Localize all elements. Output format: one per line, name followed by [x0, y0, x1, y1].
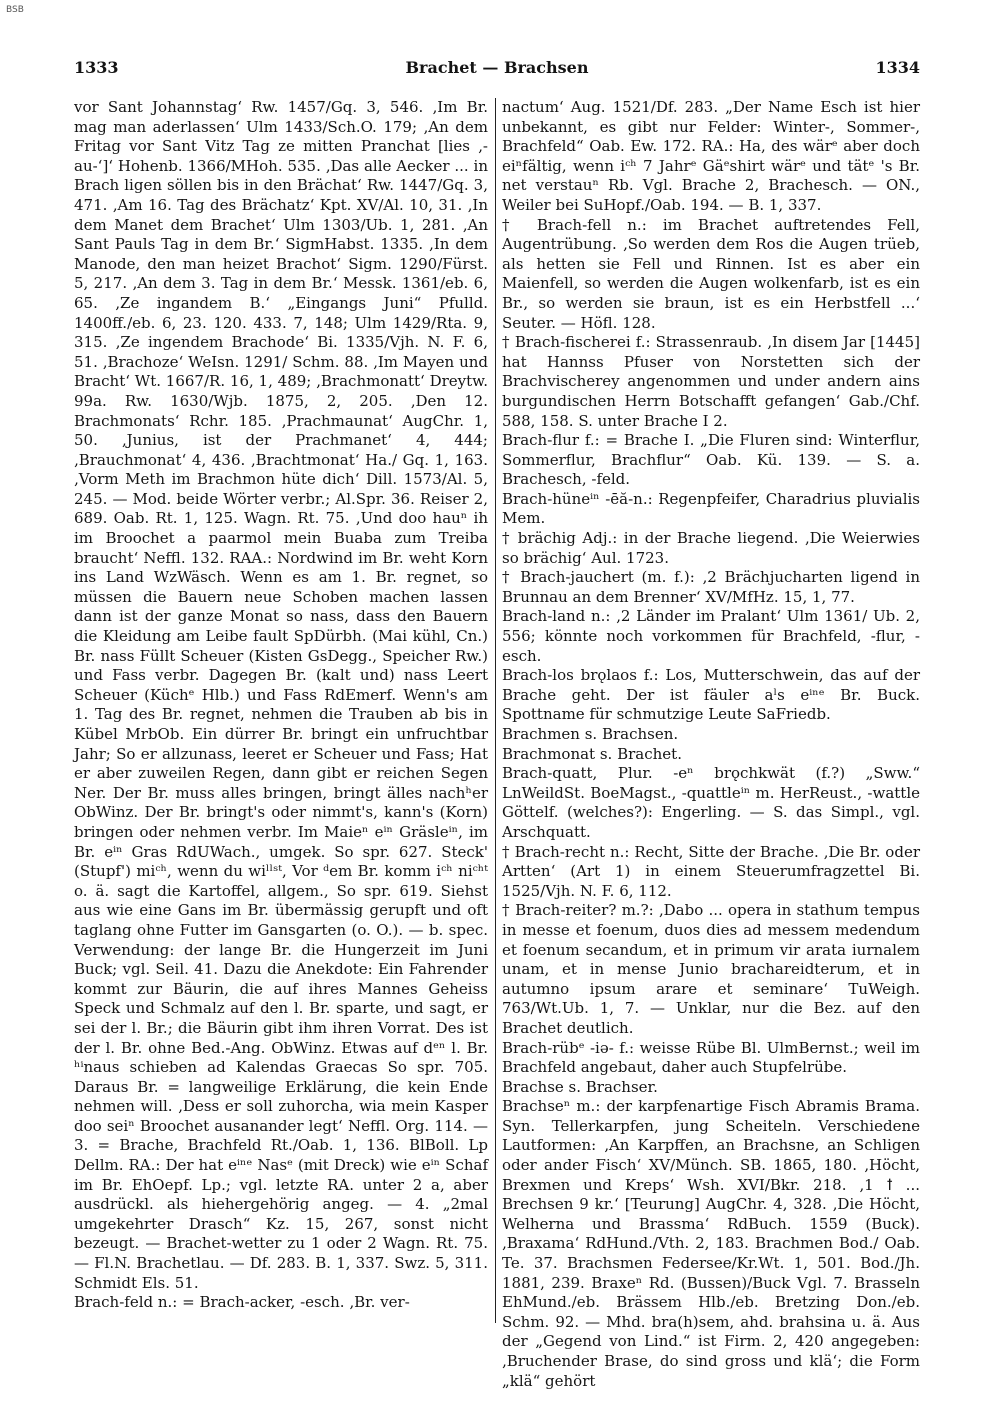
- entry-braechig: † brächig Adj.: in der Brache liegend. ‚Die Weierwies so brächig‘ Aul. 1723.: [502, 529, 920, 567]
- entry-brach-ruebe: Brach-rübᵉ -iə- f.: weisse Rübe Bl. UlmBernst.; weil im Brachfeld angebaut, daher auch Stupfelrübe.: [502, 1038, 920, 1077]
- entry-brach-jauchert: † Brach-jauchert (m. f.): ‚2 Brächjucharten ligend in Brunnau an dem Brenner‘ XV/MfHz. 15, 1, 77.: [502, 568, 920, 606]
- entry-brachmonat-ref: Brachmonat s. Brachet.: [502, 744, 682, 763]
- entry-brach-reiter: † Brach-reiter? m.?: ‚Dabo ... opera in stathum tempus in messe et foenum, duos dies ad messem medendum et foenum secandum, et in primum vir arata iurnalem unam, et in mense Junio brachareidterum, et in autumno ipsum arare et seminare‘ TuWeigh. 763/Wt.Ub. 1, 7. — Unklar, nur die Bez. auf den Brachet deutlich.: [502, 901, 920, 1037]
- entry-brachse-ref: Brachse s. Brachser.: [502, 1077, 658, 1096]
- left-page-number: 1333: [74, 58, 119, 77]
- page-title: Brachet — Brachsen: [405, 58, 589, 77]
- entry-brach-quatt: Brach-quatt, Plur. -eⁿ brǫchkwät (f.?) „Sww.“ LnWeildSt. BoeMagst., -quattleⁱⁿ m. HerReust., -wattle Göttelf. (welches?): Engerling. — S. das Simpl., vgl. Arschquatt.: [502, 764, 920, 841]
- entry-brach-feld-continued: nactum‘ Aug. 1521/Df. 283. „Der Name Esch ist hier unbekannt, es gibt nur Felder: Winter-, Sommer-, Brachfeld“ Oab. Ew. 172. RA.: Ha, des wärᵉ aber doch eiⁿfältig, wenn iᶜʰ 7 Jahrᵉ Gäᵉshirt wärᵉ und tätᵉ 's Br. net verstauⁿ Rb. Vgl. Brache 2, Brachesch. — ON., Weiler bei SuHopf./Oab. 194. — B. 1, 337.: [502, 98, 920, 214]
- entry-brach-fell: † Brach-fell n.: im Brachet auftretendes Fell, Augentrübung. ‚So werden dem Ros die Augen trüeb, als hetten sie Fell und Rinnen. Ist es aber ein Maienfell, so werden die Augen wolkenfarb, ist es ein Br., so werden sie braun, ist es ein Herbstfell ...‘ Seuter. — Höfl. 128.: [502, 215, 920, 332]
- entry-brach-flur: Brach-flur f.: = Brache I. „Die Fluren sind: Winterflur, Sommerflur, Brachflur“ Oab. Kü. 139. — S. a. Brachesch, -feld.: [502, 431, 920, 489]
- entry-brach-feld: Brach-feld n.: = Brach-acker, -esch. ‚Br. ver-: [74, 1293, 410, 1312]
- right-column: [502, 98, 920, 1391]
- entry-brachmen-ref: Brachmen s. Brachsen.: [502, 725, 679, 743]
- right-page-number: 1334: [875, 58, 920, 77]
- left-column: [74, 98, 488, 1313]
- library-stamp: BSB: [6, 5, 24, 15]
- entry-brach-fischerei: † Brach-fischerei f.: Strassenraub. ‚In disem Jar [1445] hat Hannss Pfuser von Norstetten sich der Brachvischerey angenommen und under andern ains burgundischen Herrn Botschafft gefangen‘ Gab./Chf. 588, 158. S. unter Brache I 2.: [502, 333, 920, 430]
- entry-brachsen: Brachseⁿ m.: der karpfenartige Fisch Abramis Brama. Syn. Tellerkarpfen, jung Scheiteln. Verschiedene Lautformen: ‚An Karpffen, an Brachsne, an Schligen oder ander Fisch‘ XV/Münch. SB. 1865, 180. ‚Höcht, Brexmen und Kreps‘ Wsh. XVI/Bkr. 218. ‚1 ꝉ ... Brechsen 9 kr.‘ [Teurung] AugChr. 4, 328. ‚Die Höcht, Welherna und Brassma‘ RdBuch. 1559 (Buck). ‚Braxama‘ RdHund./Vth. 2, 183. Brachmen Bod./ Oab. Te. 37. Brachsmen Federsee/Kr.Wt. 1, 501. Bod./Jh. 1881, 239. Braxeⁿ Rd. (Bussen)/Buck Vgl. 7. Brasseln EhMund./eb. Brässem Hlb./eb. Bretzing Don./eb. Schm. 92. — Mhd. bra(h)sem, ahd. brahsina u. ä. Aus der „Gegend von Lind.“ ist Firm. 2, 420 angegeben: ‚Bruchender Brase, do sind gross und klä‘; die Form „klä“ gehört: [502, 1097, 920, 1390]
- entry-brach-land: Brach-land n.: ‚2 Länder im Pralant‘ Ulm 1361/ Ub. 2, 556; könnte noch vorkommen für Brachfeld, -flur, -esch.: [502, 607, 920, 665]
- entry-brach-recht: † Brach-recht n.: Recht, Sitte der Brache. ‚Die Br. oder Artten‘ (Art 1) in einem Steuerumfragzettel Bi. 1525/Vjh. N. F. 6, 112.: [502, 842, 920, 900]
- entry-brachet-continued: vor Sant Johannstag‘ Rw. 1457/Gq. 3, 546. ‚Im Br. mag man aderlassen‘ Ulm 1433/Sch.O. 179; ‚An dem Fritag vor Sant Vitz Tag ze mitten Pranchat [lies ‚-au-‘]‘ Hohenb. 1366/MHoh. 535. ‚Das alle Aecker ... in Brach ligen söllen bis in den Brächat‘ Rw. 1447/Gq. 3, 471. ‚Am 16. Tag des Brächatz‘ Kpt. XV/Al. 10, 31. ‚In dem Manet dem Brachet‘ Ulm 1303/Ub. 1, 281. ‚An Sant Pauls Tag in dem Br.‘ SigmHabst. 1335. ‚In dem Manode, den man heizet Brachot‘ Sigm. 1290/Fürst. 5, 217. ‚An dem 3. Tag in dem Br.‘ Messk. 1361/eb. 6, 65. ‚Ze ingandem B.‘ „Eingangs Juni“ Pfulld. 1400ff./eb. 6, 23. 120. 433. 7, 148; Ulm 1429/Rta. 9, 315. ‚Ze ingendem Brachode‘ Bi. 1335/Vjh. N. F. 6, 51. ‚Brachoze‘ WeIsn. 1291/ Schm. 88. ‚Im Mayen und Bracht‘ Wt. 1667/R. 16, 1, 489; ‚Brachmonatt‘ Dreytw. 99a. Rw. 1630/Wjb. 1875, 2, 205. ‚Den 12. Brachmonats‘ Rchr. 185. ‚Prachmaunat‘ AugChr. 1, 50. ‚Junius, ist der Prachmanet‘ 4, 444; ‚Brauchmonat‘ 4, 436. ‚Brachtmonat‘ Ha./ Gq. 1, 163. ‚Vorm Meth im Brachmon hüte dich‘ Dill. 1573/Al. 5, 245. — Mod. beide Wörter verbr.; Al.Spr. 36. Reiser 2, 689. Oab. Rt. 1, 125. Wagn. Rt. 75. ‚Und doo hauⁿ ih im Broochet a paarmol mein Buaba zum Treiba braucht‘ Neffl. 132. RAA.: Nordwind im Br. weht Korn ins Land WzWäsch. Wenn es am 1. Br. regnet, so müssen die Bauern neue Schoben machen lassen dann ist der ganze Monat so nass, dass den Bauern die Kleidung am Leibe fault SpDürbh. (Mai kühl, Cn.) Br. nass Füllt Scheuer (Kisten GsDegg., Speicher Rw.) und Fass verbr. Dagegen Br. (kalt und) nass Leert Scheuer (Küchᵉ Hlb.) und Fass RdEmerf. Wenn's am 1. Tag des Br. regnet, nehmen die Trauben ab bis in Kübel MrbOb. Ein dürrer Br. bringt ein unfruchtbar Jahr; So er allzunass, leeret er Scheuer und Fass; Hat er aber zuweilen Regen, dann gibt er reichen Segen Ner. Der Br. muss alles bringen, bringt älles nachʰer ObWinz. Der Br. bringt's oder nimmt's, kann's (Korn) bringen oder nehmen verbr. Im Maieⁿ eⁱⁿ Gräsleⁱⁿ, im Br. eⁱⁿ Gras RdUWach., umgek. So spr. 627. Steck' (Stupf') miᶜʰ, wenn du wiˡˡˢᵗ, Vor ᵈem Br. komm iᶜʰ niᶜʰᵗ o. ä. sagt die Kartoffel, allgem., So spr. 619. Siehst aus wie eine Gans im Br. übermässig gerupft und oft taglang ohne Futter im Gansgarten (o. O.). — b. spec. Verwendung: der lange Br. die Hungerzeit im Juni Buck; vgl. Seil. 41. Dazu die Anekdote: Ein Fahrender kommt zur Bäurin, die auf ihres Mannes Geheiss Speck und Schmalz auf den l. Br. sparte, und sagt, er sei der l. Br.; die Bäurin gibt ihm ihren Vorrat. Des ist der l. Br. ohne Bed.-Ang. ObWinz. Etwas auf dᵉⁿ l. Br. ʰⁱnaus schieben ad Kalendas Graecas So spr. 705. Daraus Br. = langweilige Erklärung, die kein Ende nehmen will. ‚Dess er soll zuhorcha, wia mein Kasper doo seiⁿ Broochet ausanander legt‘ Neffl. Org. 114. — 3. = Brache, Brachfeld Rt./Oab. 1, 136. BlBoll. Lp Dellm. RA.: Der hat eⁱⁿᵉ Nasᵉ (mit Dreck) wie eⁱⁿ Schaf im Br. EhOepf. Lp.; vgl. letzte RA. unter 2 a, aber ausdrückl. als hiehergehörig angeg. — 4. „2mal umgekehrter Drasch“ Kz. 15, 267, sonst nicht bezeugt. — Brachet-wetter zu 1 oder 2 Wagn. Rt. 75. — Fl.N. Brachetlau. — Df. 283. B. 1, 337. Swz. 5, 311. Schmidt Els. 51.: [74, 98, 488, 1292]
- column-divider: [495, 98, 496, 1323]
- entry-brach-huenlein: Brach-hüneⁱⁿ -ēă-n.: Regenpfeifer, Charadrius pluvialis Mem.: [502, 489, 920, 528]
- running-header: [74, 58, 920, 82]
- entry-brach-los: Brach-los brǫlaos f.: Los, Mutterschwein, das auf der Brache geht. Der ist fäuler aˡs eⁱⁿᵉ Br. Buck. Spottname für schmutzige Leute SaFriedb.: [502, 666, 920, 724]
